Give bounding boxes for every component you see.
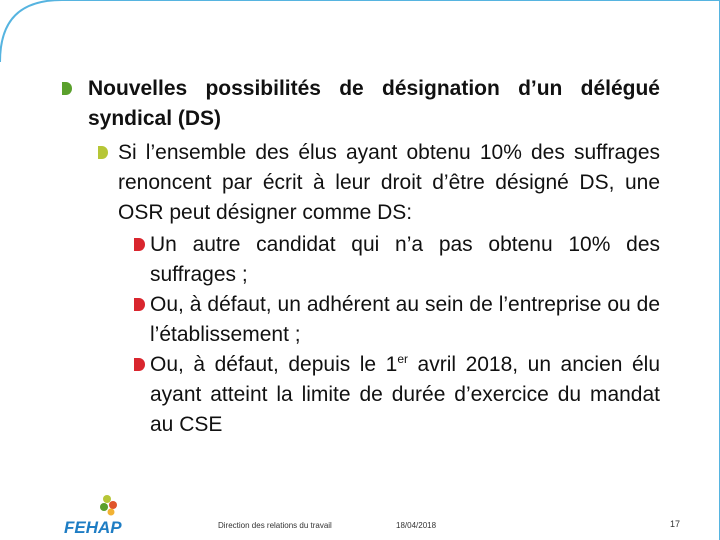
subpoint-text: Ou, à défaut, un adhérent au sein de l’entreprise ou de l’établissement ; (150, 293, 660, 346)
green-bullet-icon (62, 82, 72, 95)
page-number: 17 (670, 519, 681, 529)
fehap-logo (62, 490, 152, 540)
footer-date: 18/04/2018 (396, 521, 437, 530)
olive-bullet-icon (98, 146, 108, 159)
footer-department: Direction des relations du travail (218, 521, 332, 530)
main-point-text: Si l’ensemble des élus ayant obtenu 10% des suffrages renoncent par écrit à leur droit d’être désigné DS, une OSR peut désigner comme DS: (118, 141, 660, 224)
main-point (62, 138, 660, 228)
subpoint-3 (62, 350, 660, 440)
red-bullet-icon (134, 298, 145, 311)
red-bullet-icon (134, 358, 145, 371)
heading-bullet (62, 74, 660, 134)
red-bullet-icon (134, 238, 145, 251)
subpoint-text-start: Ou, à défaut, depuis le 1 (150, 353, 398, 376)
subpoint-text-end: avril 2018, un ancien élu ayant atteint la limite de durée d’exercice du mandat au CSE (150, 353, 660, 436)
heading-text: Nouvelles possibilités de désignation d’un délégué syndical (DS) (88, 77, 660, 130)
subpoint-text: Un autre candidat qui n’a pas obtenu 10% des suffrages ; (150, 233, 660, 286)
slide-body (62, 74, 660, 440)
subpoint-1 (62, 230, 660, 290)
logo-text: FEHAP (64, 518, 122, 537)
superscript: er (397, 352, 408, 366)
subpoint-2 (62, 290, 660, 350)
